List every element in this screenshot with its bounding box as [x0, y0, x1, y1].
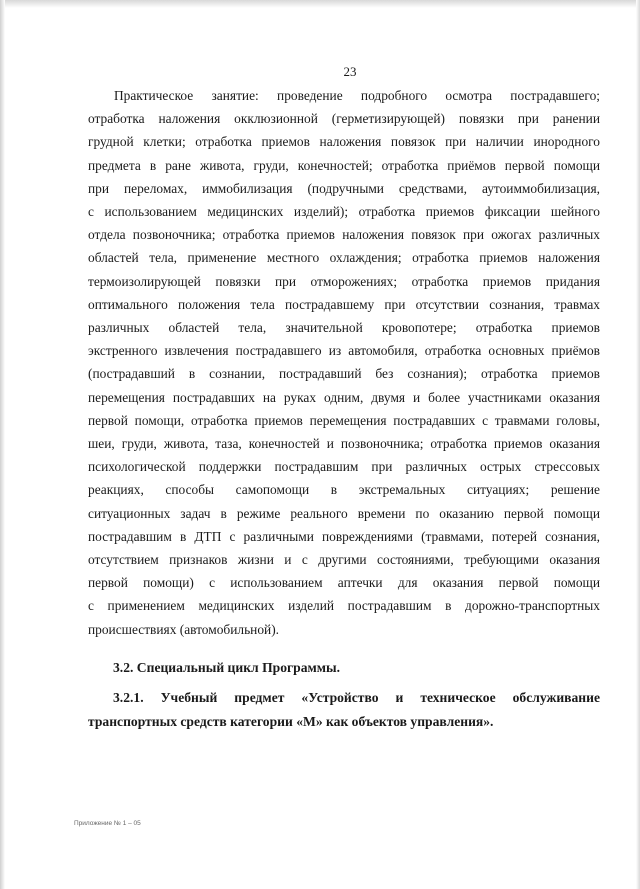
footer-note: Приложение № 1 – 05 — [74, 820, 141, 827]
body-line: при переломах, иммобилизация (подручными средствами, аутоиммобилизация, — [88, 180, 600, 196]
page-number: 23 — [343, 64, 357, 79]
body-line: с применением медицинских изделий пострадавшим в дорожно-транспортных — [88, 598, 600, 614]
body-line: отдела позвоночника; отработка приемов наложения повязок при ожогах различных — [88, 227, 600, 243]
body-line: областей тела, применение местного охлаждения; отработка приемов наложения — [88, 250, 600, 266]
body-line: первой помощи) с использованием аптечки для оказания первой помощи — [88, 575, 600, 591]
body-line: перемещения пострадавших на руках одним, двумя и более участниками оказания — [88, 389, 600, 405]
body-line: различных областей тела, значительной кровопотере; отработка приемов — [88, 320, 600, 336]
body-line: грудной клетки; отработка приемов наложения повязок при наличии инородного — [88, 134, 600, 150]
body-line: (пострадавший в сознании, пострадавший без сознания); отработка приемов — [88, 366, 600, 382]
body-line: психологической поддержки пострадавшим при различных острых стрессовых — [88, 459, 600, 475]
body-line: предмета в ране живота, груди, конечностей; отработка приёмов первой помощи — [88, 157, 600, 173]
body-line: реакциях, способы самопомощи в экстремальных ситуациях; решение — [88, 482, 600, 498]
body-line: экстренного извлечения пострадавшего из автомобиля, отработка основных приёмов — [88, 343, 600, 359]
section-heading: 3.2. Специальный цикл Программы. — [113, 660, 341, 675]
body-line: отсутствием признаков жизни и с другими состояниями, требующими оказания — [88, 552, 600, 568]
body-line: ситуационных задач в режиме реального времени по оказанию первой помощи — [88, 505, 600, 521]
body-line: пострадавшим в ДТП с различными повреждениями (травмами, потерей сознания, — [88, 528, 600, 544]
body-line: происшествиях (автомобильной). — [88, 621, 280, 637]
subsection-heading-line: 3.2.1. Учебный предмет «Устройство и техническое обслуживание — [113, 690, 600, 705]
body-line: Практическое занятие: проведение подробного осмотра пострадавшего; — [114, 88, 600, 103]
body-paragraph — [88, 84, 600, 641]
body-line: шеи, груди, живота, таза, конечностей и позвоночника; отработка приемов оказания — [88, 436, 600, 452]
body-line: термоизолирующей повязки при отморожениях; отработка приемов придания — [88, 273, 600, 289]
subsection-heading-line: транспортных средств категории «М» как объектов управления». — [88, 714, 494, 729]
body-line: с использованием медицинских изделий); отработка приемов фиксации шейного — [88, 204, 600, 220]
body-line: отработка наложения окклюзионной (герметизирующей) повязки при ранении — [88, 111, 600, 127]
subsection-heading — [88, 686, 600, 734]
body-line: оптимального положения тела пострадавшему при отсутствии сознания, травмах — [88, 296, 600, 312]
scan-edge-left — [0, 0, 5, 889]
body-line: первой помощи, отработка приемов перемещения пострадавших с травмами головы, — [88, 412, 600, 428]
scan-edge-right — [636, 0, 640, 889]
scan-edge-top — [0, 0, 640, 8]
